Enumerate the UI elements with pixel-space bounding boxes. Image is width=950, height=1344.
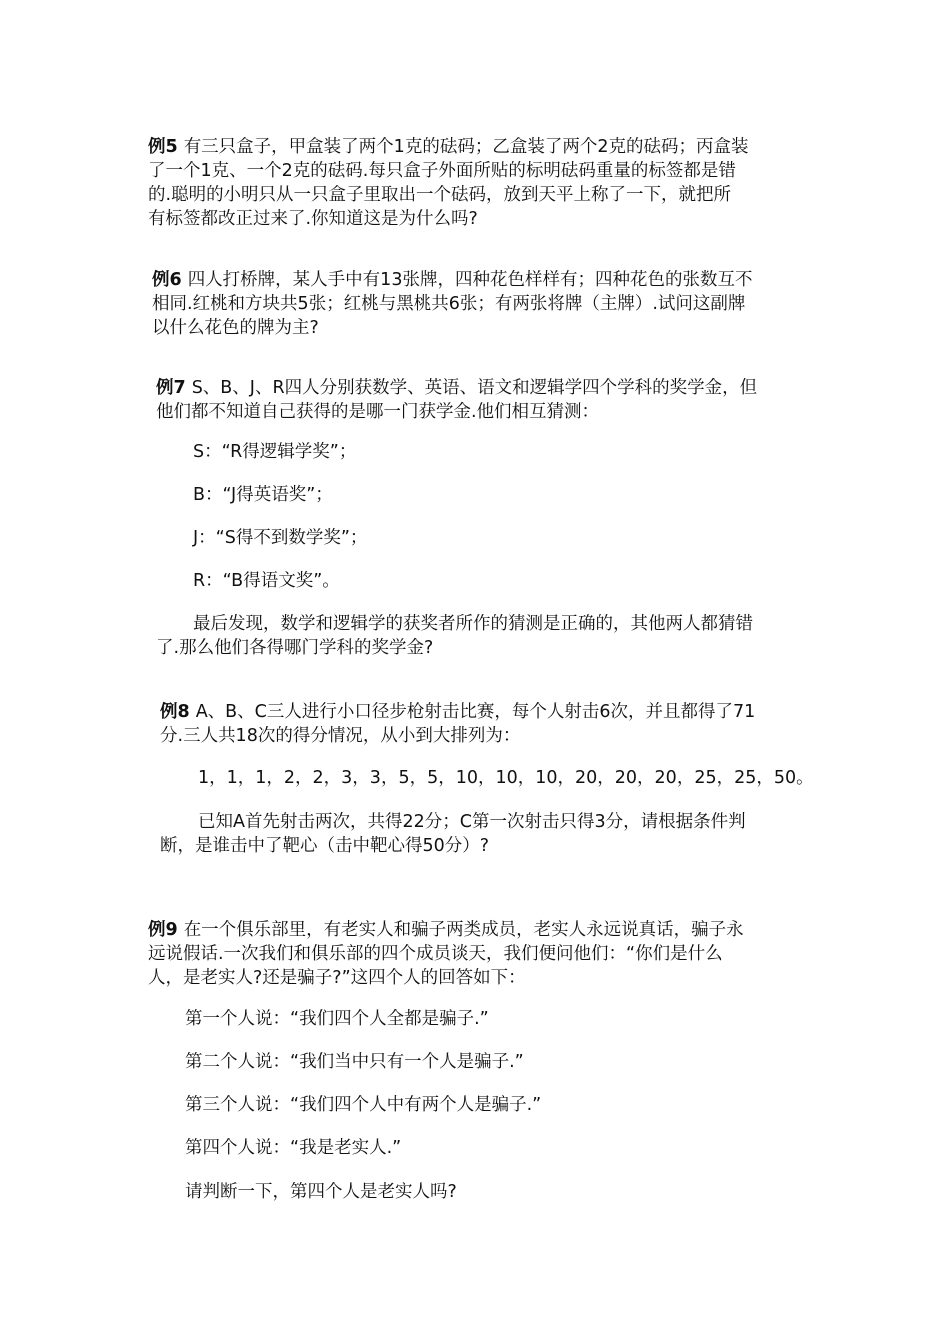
ex7-final-2: 了.那么他们各得哪门学科的奖学金? [156, 638, 434, 658]
ex6-line-1 [152, 268, 752, 292]
ex9-quote-1: 第一个人说：“我们四个人全都是骗子.” [185, 1009, 489, 1029]
ex9-line-1 [148, 918, 744, 942]
ex5-line-2: 了一个1克、一个2克的砝码.每只盒子外面所贴的标明砝码重量的标签都是错 [148, 161, 736, 181]
ex9-quote-2: 第二个人说：“我们当中只有一个人是骗子.” [185, 1052, 524, 1072]
ex5-text-1: 有三只盒子，甲盒装了两个1克的砝码；乙盒装了两个2克的砝码；丙盒装 [183, 137, 749, 157]
ex8-scores: 1，1，1，2，2，3，3，5，5，10，10，10，20，20，20，25，25，50。 [198, 768, 814, 788]
ex5-line-1 [148, 135, 748, 159]
ex7-text-1: S、B、J、R四人分别获数学、英语、语文和逻辑学四个学科的奖学金，但 [191, 378, 758, 398]
ex6-label: 例6 [152, 270, 182, 290]
ex6-line-3: 以什么花色的牌为主? [152, 318, 319, 338]
ex7-quote-s: S：“R得逻辑学奖”； [193, 442, 357, 462]
ex9-quote-3: 第三个人说：“我们四个人中有两个人是骗子.” [185, 1095, 542, 1115]
ex7-final-1: 最后发现，数学和逻辑学的获奖者所作的猜测是正确的，其他两人都猜错 [193, 614, 753, 634]
ex8-final-2: 断，是谁击中了靶心（击中靶心得50分）? [160, 836, 490, 856]
ex7-quote-j: J：“S得不到数学奖”； [193, 528, 368, 548]
ex8-final-1: 已知A首先射击两次，共得22分；C第一次射击只得3分，请根据条件判 [198, 812, 746, 832]
ex7-quote-r: R：“B得语文奖”。 [193, 571, 340, 591]
ex6-text-1: 四人打桥牌，某人手中有13张牌，四种花色样样有；四种花色的张数互不 [187, 270, 753, 290]
ex8-line-1 [160, 700, 755, 724]
ex9-final: 请判断一下，第四个人是老实人吗? [185, 1182, 457, 1202]
ex8-label: 例8 [160, 702, 190, 722]
ex9-quote-4: 第四个人说：“我是老实人.” [185, 1138, 402, 1158]
ex7-line-1 [156, 376, 757, 400]
ex5-label: 例5 [148, 137, 178, 157]
ex9-line-2: 远说假话.一次我们和俱乐部的四个成员谈天，我们便问他们：“你们是什么 [148, 944, 723, 964]
ex9-text-1: 在一个俱乐部里，有老实人和骗子两类成员，老实人永远说真话，骗子永 [183, 920, 744, 940]
ex5-line-4: 有标签都改正过来了.你知道这是为什么吗? [148, 209, 478, 229]
ex7-label: 例7 [156, 378, 186, 398]
ex7-quote-b: B：“J得英语奖”； [193, 485, 333, 505]
ex8-line-2: 分.三人共18次的得分情况，从小到大排列为： [160, 726, 521, 746]
ex9-line-3: 人，是老实人?还是骗子?”这四个人的回答如下： [148, 968, 526, 988]
ex6-line-2: 相同.红桃和方块共5张；红桃与黑桃共6张；有两张将牌（主牌）.试问这副牌 [152, 294, 746, 314]
ex8-text-1: A、B、C三人进行小口径步枪射击比赛，每个人射击6次，并且都得了71 [195, 702, 756, 722]
ex5-line-3: 的.聪明的小明只从一只盒子里取出一个砝码，放到天平上称了一下，就把所 [148, 185, 732, 205]
ex7-line-2: 他们都不知道自己获得的是哪一门获学金.他们相互猜测： [156, 402, 600, 422]
ex9-label: 例9 [148, 920, 178, 940]
